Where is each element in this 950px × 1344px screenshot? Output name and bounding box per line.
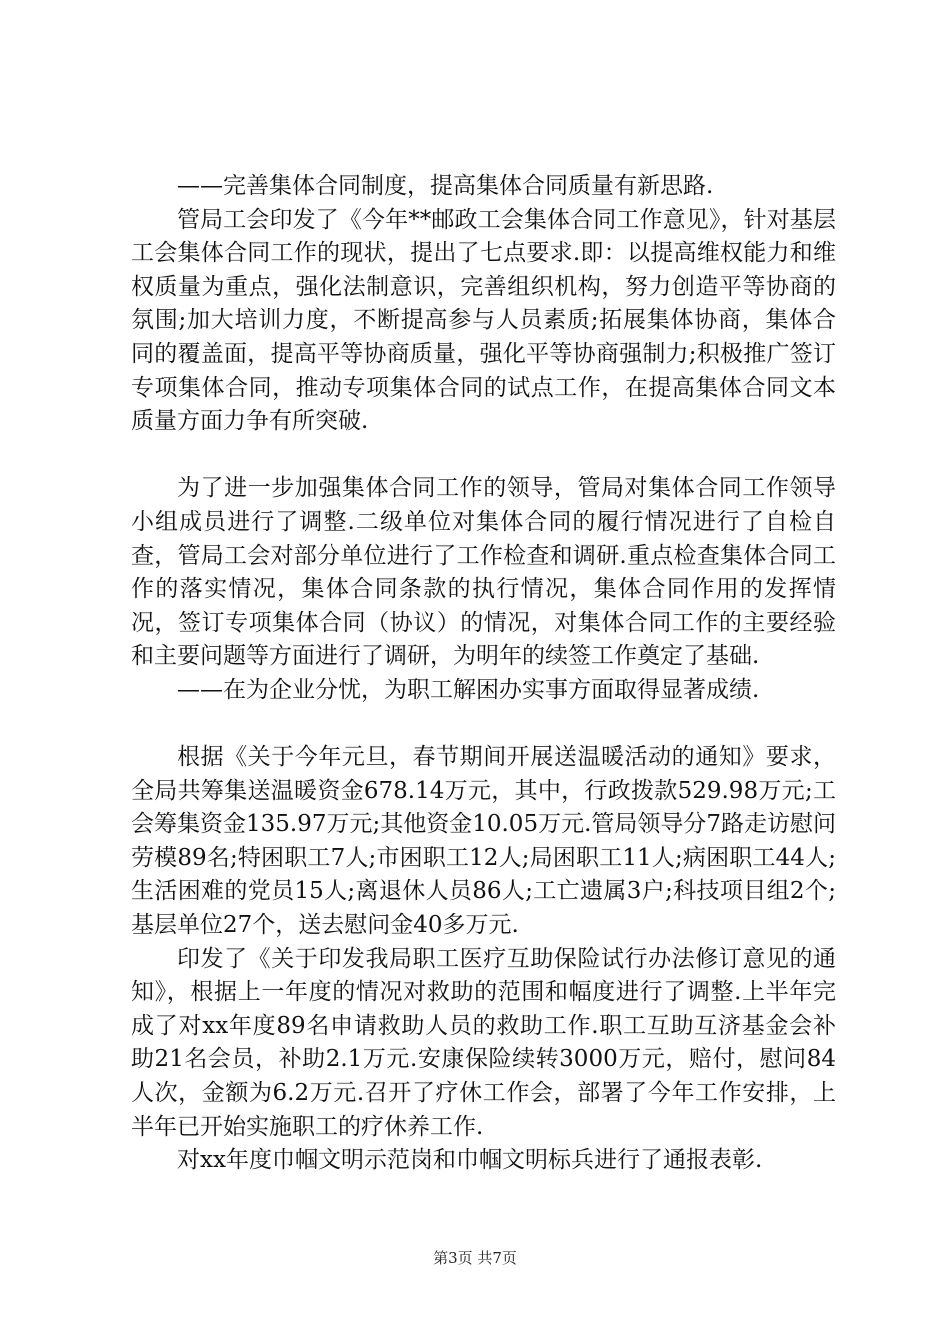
paragraph-heading-collective-contract: ——完善集体合同制度，提高集体合同质量有新思路. — [177, 173, 714, 199]
document-body — [131, 170, 836, 1178]
paragraph-warmth-campaign: 根据《关于今年元旦，春节期间开展送温暖活动的通知》要求，全局共筹集送温暖资金678.14万元，其中，行政拨款529.98万元;工会筹集资金135.97万元;其他资金10.05万元.管局领导分7路走访慰问劳模89名;特困职工7人;市困职工12人;局困职工11人;病困职工44人;生活困难的党员15人;离退休人员86人;工亡遗属3户;科技项目组2个;基层单位27个，送去慰问金40多万元. — [131, 744, 837, 939]
paragraph-heading-worker-relief: ——在为企业分忧，为职工解困办实事方面取得显著成绩. — [177, 676, 760, 703]
paragraph-medical-mutual-aid: 印发了《关于印发我局职工医疗互助保险试行办法修订意见的通知》，根据上一年度的情况对救助的范围和幅度进行了调整.上半年完成了对xx年度89名申请救助人员的救助工作.职工互助互济基金会补助21名会员，补助2.1万元.安康保险续转3000万元，赔付，慰问84人次，金额为6.2万元.召开了疗休工作会，部署了今年工作安排，上半年已开始实施职工的疗休养工作. — [131, 945, 836, 1140]
paragraph-spacer — [131, 439, 836, 473]
paragraph-leadership-adjustment: 为了进一步加强集体合同工作的领导，管局对集体合同工作领导小组成员进行了调整.二级单位对集体合同的履行情况进行了自检自查，管局工会对部分单位进行了工作检查和调研.重点检查集体合同工作的落实情况，集体合同条款的执行情况，集体合同作用的发挥情况，签订专项集体合同（协议）的情况，对集体合同工作的主要经验和主要问题等方面进行了调研，为明年的续签工作奠定了基础. — [131, 475, 836, 670]
paragraph-union-opinions: 管局工会印发了《今年**邮政工会集体合同工作意见》，针对基层工会集体合同工作的现状，提出了七点要求.即：以提高维权能力和维权质量为重点，强化法制意识，完善组织机构，努力创造平等协商的氛围;加大培训力度，不断提高参与人员素质;拓展集体协商，集体合同的覆盖面，提高平等协商质量，强化平等协商强制力;积极推广签订专项集体合同，推动专项集体合同的试点工作，在提高集体合同文本质量方面力争有所突破. — [131, 206, 836, 435]
paragraph-women-commendation: 对xx年度巾帼文明示范岗和巾帼文明标兵进行了通报表彰. — [177, 1147, 763, 1174]
page-number-footer: 第3页 共7页 — [433, 1249, 517, 1267]
paragraph-spacer — [131, 708, 836, 742]
